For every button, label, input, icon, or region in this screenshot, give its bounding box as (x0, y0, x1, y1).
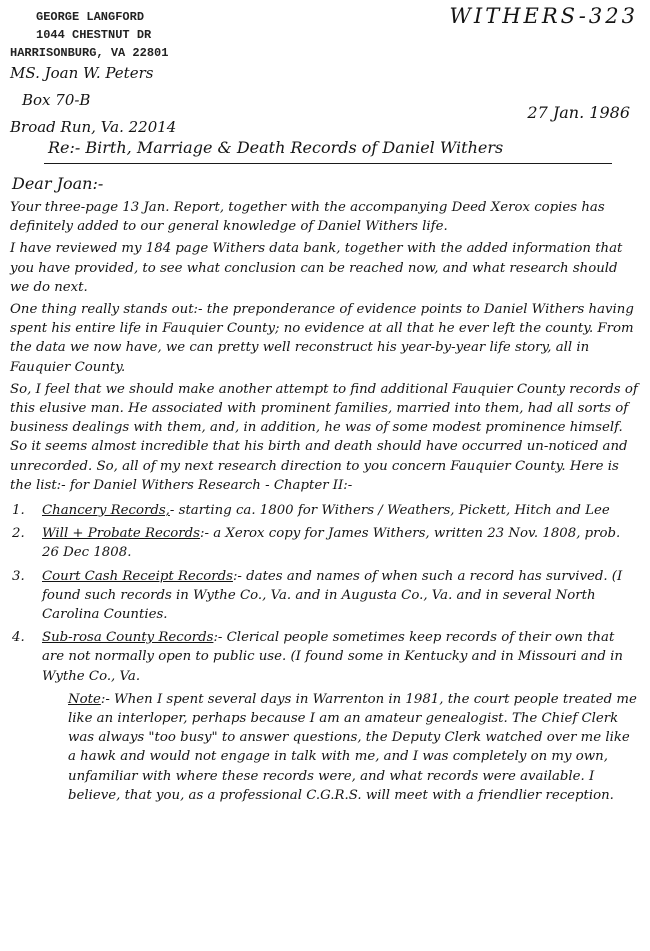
item-text: :- a Xerox copy for James Withers, written 23 Nov. 1808, prob. 26 Dec 1808. (42, 526, 621, 561)
item-heading: Sub-rosa County Records (42, 630, 214, 646)
list-item (10, 628, 638, 686)
recipient-box: Box 70-B (22, 91, 91, 109)
recipient-name: MS. Joan W. Peters (10, 64, 154, 82)
item-text: :- dates and names of when such a record has survived. (I found such records in Wythe Co., Va. and in Augusta Co., Va. and in several North Carolina Counties. (42, 568, 623, 623)
file-reference: WITHERS-323 (449, 4, 638, 28)
list-item (10, 501, 638, 520)
item-heading: Court Cash Receipt Records (42, 568, 233, 584)
note-paragraph (68, 690, 638, 805)
paragraph: Your three-page 13 Jan. Report, together with the accompanying Deed Xerox copies has definitely added to our general knowledge of Daniel Withers life. (10, 200, 605, 235)
sender-city: HARRISONBURG, VA 22801 (10, 46, 169, 60)
paragraph: One thing really stands out:- the preponderance of evidence points to Daniel Withers having spent his entire life in Fauquier County; no evidence at all that he ever left the county. From the data we now have, we can pretty well reconstruct his year-by-year life story, all in Fauquier County. (10, 302, 634, 375)
subject-underline (44, 163, 612, 164)
item-number: 4. (12, 630, 25, 646)
subject-line: Re:- Birth, Marriage & Death Records of Daniel Withers (48, 138, 504, 157)
recipient-city: Broad Run, Va. 22014 (10, 118, 177, 136)
note-heading: Note (68, 691, 101, 707)
item-heading: Chancery Records, (42, 503, 170, 519)
paragraph: I have reviewed my 184 page Withers data bank, together with the added information that you have provided, to see what conclusion can be reached now, and what research should we do next. (10, 241, 623, 295)
research-list (10, 501, 638, 686)
item-text: - starting ca. 1800 for Withers / Weathers, Pickett, Hitch and Lee (169, 503, 610, 519)
sender-name: GEORGE LANGFORD (36, 10, 145, 24)
letterhead (10, 8, 168, 62)
sender-street: 1044 CHESTNUT DR (36, 28, 152, 42)
item-number: 1. (12, 503, 25, 519)
item-number: 3. (12, 568, 25, 584)
list-item (10, 524, 638, 562)
note-text: :- When I spent several days in Warrenton in 1981, the court people treated me like an interloper, perhaps because I am an amateur genealogist. The Chief Clerk was always "too busy" to answer questions, the Deputy Clerk watched over me like a hawk and would not engage in talk with me, and I was completely on my own, unfamiliar with where these records were, and what records were available. I believe, that you, as a professional C.G.R.S. will meet with a friendlier reception. (68, 691, 637, 803)
item-heading: Will + Probate Records (42, 526, 200, 542)
item-number: 2. (12, 526, 25, 542)
salutation: Dear Joan:- (12, 174, 104, 193)
item-text: :- Clerical people sometimes keep records of their own that are not normally open to public use. (I found some in Kentucky and in Missouri and in Wythe Co., Va. (42, 630, 623, 684)
paragraph: So, I feel that we should make another attempt to find additional Fauquier County records of this elusive man. He associated with prominent families, married into them, had all sorts of business dealings with them, and, in addition, he was of some modest prominence himself. So it seems almost incredible that his birth and death should have occurred un-noticed and unrecorded. So, all of my next research direction to you concern Fauquier County. Here is the list:- for Daniel Withers Research - Chapter II:- (10, 381, 638, 493)
letter-body (10, 198, 638, 805)
letter-date: 27 Jan. 1986 (527, 103, 630, 122)
list-item (10, 567, 638, 625)
recipient-address (10, 60, 176, 141)
